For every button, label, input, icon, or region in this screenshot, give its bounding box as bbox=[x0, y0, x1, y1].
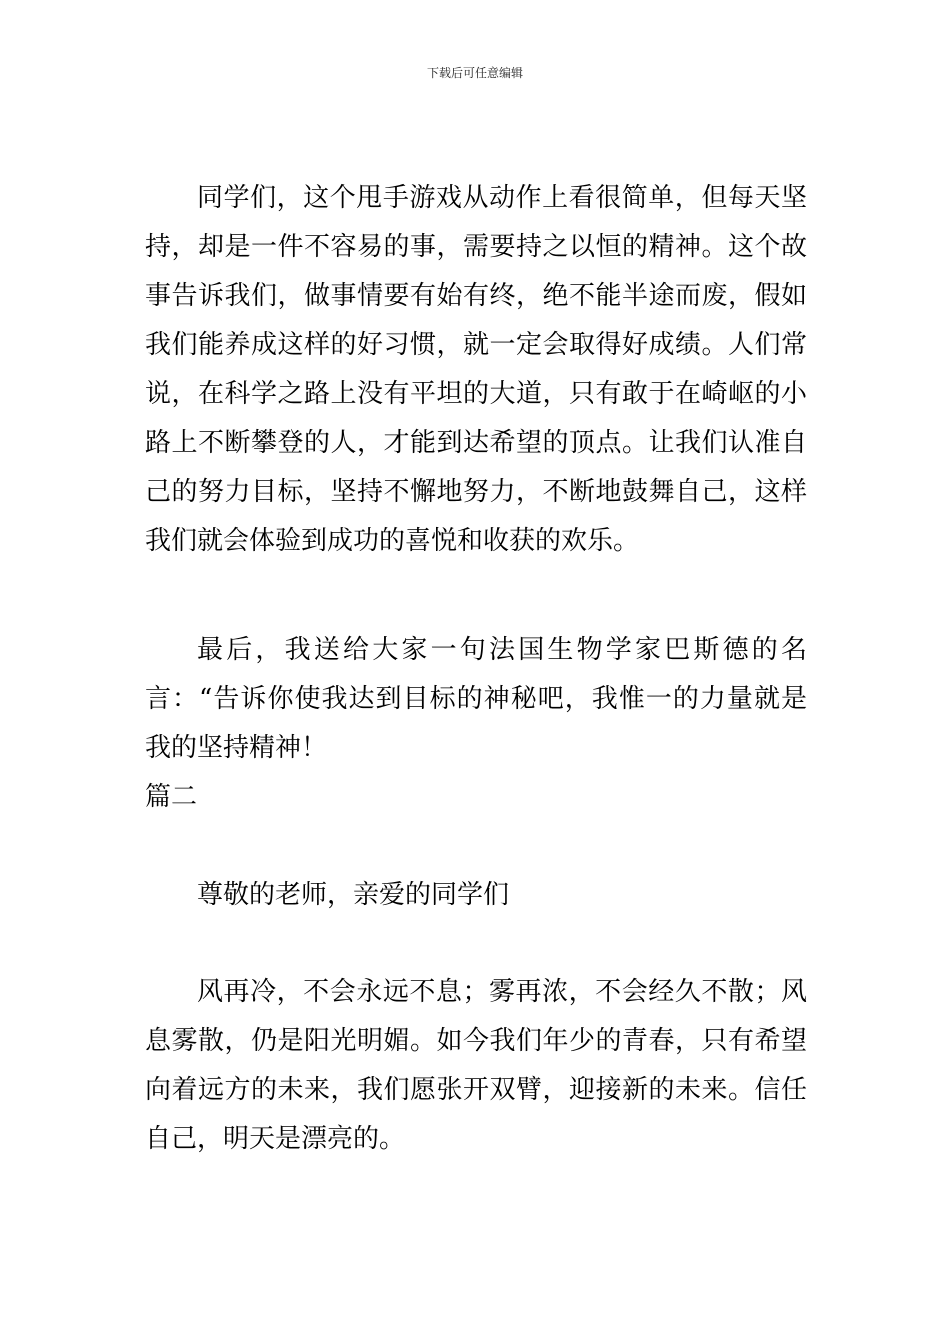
greeting-line: 尊敬的老师，亲爱的同学们 bbox=[197, 880, 510, 910]
section-heading: 篇二 bbox=[145, 782, 198, 812]
paragraph-perseverance: 同学们，这个甩手游戏从动作上看很简单，但每天坚持，却是一件不容易的事，需要持之以恒的精神。这个故事告诉我们，做事情要有始有终，绝不能半途而废，假如我们能养成这样的好习惯，就一定会取得好成绩。人们常说，在科学之路上没有平坦的大道，只有敢于在崎岖的小路上不断攀登的人，才能到达希望的顶点。让我们认准自己的努力目标，坚持不懈地努力，不断地鼓舞自己，这样我们就会体验到成功的喜悦和收获的欢乐。 bbox=[145, 183, 807, 556]
header-note: 下载后可任意编辑 bbox=[426, 66, 523, 80]
paragraph-pasteur-quote: 最后，我送给大家一句法国生物学家巴斯德的名言：“告诉你使我达到目标的神秘吧，我惟一的力量就是我的坚持精神！ bbox=[145, 635, 807, 763]
paragraph-wind-fog: 风再冷，不会永远不息；雾再浓，不会经久不散；风息雾散，仍是阳光明媚。如今我们年少的青春，只有希望向着远方的未来，我们愿张开双臂，迎接新的未来。信任自己，明天是漂亮的。 bbox=[145, 977, 807, 1154]
